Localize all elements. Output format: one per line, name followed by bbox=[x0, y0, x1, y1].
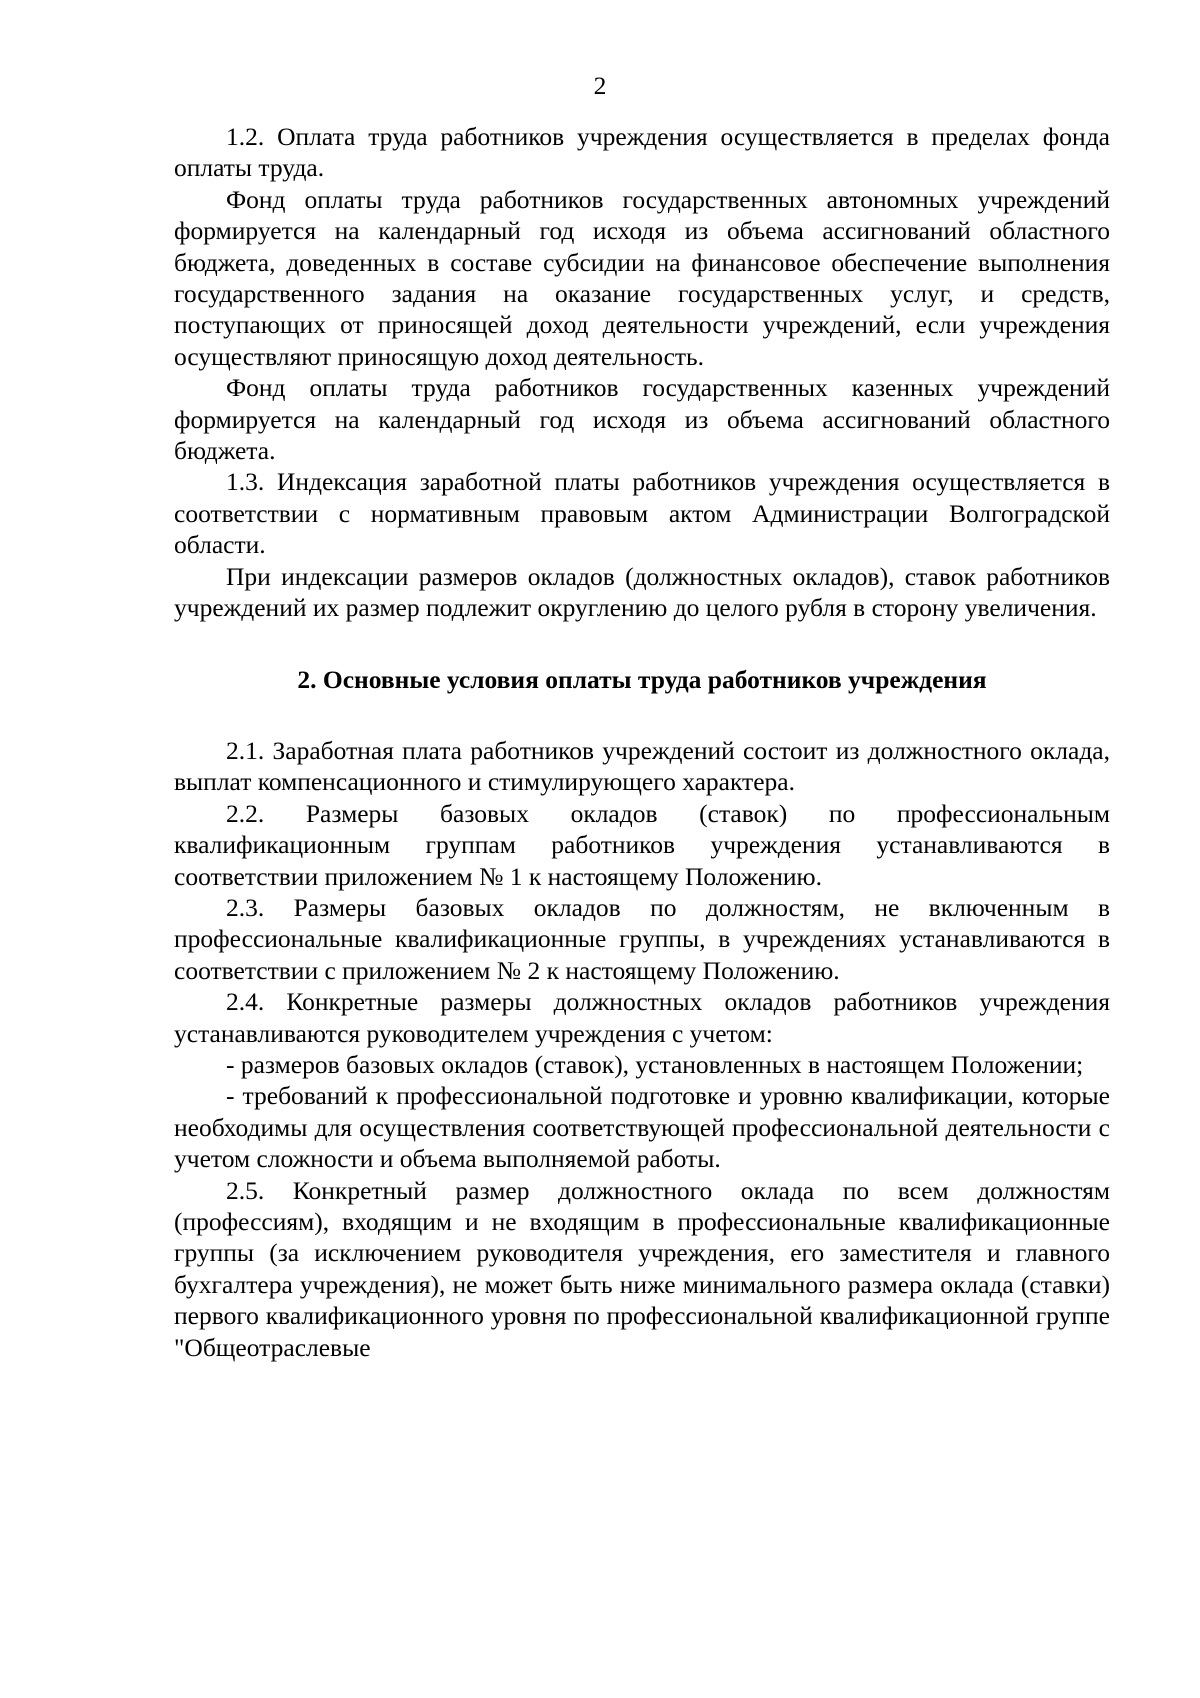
paragraph-2-5: 2.5. Конкретный размер должностного оклада по всем должностям (профессиям), входящим и не входящим в профессиональные квалификационные группы (за исключением руководителя учреждения, его заместителя и главного бухгалтера учреждения), не может быть ниже минимального размера оклада (ставки) первого квалификационного уровня по профессиональной квалификационной группе "Общеотраслевые bbox=[174, 1175, 1110, 1362]
paragraph-2-2: 2.2. Размеры базовых окладов (ставок) по профессиональным квалификационным группам работников учреждения устанавливаются в соответствии приложением № 1 к настоящему Положению. bbox=[174, 798, 1110, 891]
paragraph-2-1: 2.1. Заработная плата работников учреждений состоит из должностного оклада, выплат компенсационного и стимулирующего характера. bbox=[174, 735, 1110, 797]
paragraph-2-3: 2.3. Размеры базовых окладов по должностям, не включенным в профессиональные квалификационные группы, в учреждениях устанавливаются в соответствии с приложением № 2 к настоящему Положению. bbox=[174, 892, 1110, 985]
paragraph-list-item-2: - требований к профессиональной подготовке и уровню квалификации, которые необходимы для осуществления соответствующей профессиональной деятельности с учетом сложности и объема выполняемой работы. bbox=[174, 1081, 1110, 1174]
paragraph-list-item-1: - размеров базовых окладов (ставок), установленных в настоящем Положении; bbox=[226, 1049, 1084, 1079]
paragraph-fund-autonomous: Фонд оплаты труда работников государственных автономных учреждений формируется на календарный год исходя из объема ассигнований областного бюджета, доведенных в составе субсидии на финансовое обеспечение выполнения государственного задания на оказание государственных услуг, и средств, поступающих от приносящей доход деятельности учреждений, если учреждения осуществляют приносящую доход деятельность. bbox=[174, 184, 1110, 371]
page-number: 2 bbox=[593, 71, 607, 100]
paragraph-2-4: 2.4. Конкретные размеры должностных окладов работников учреждения устанавливаются руководителем учреждения с учетом: bbox=[174, 987, 1110, 1048]
paragraph-1-2: 1.2. Оплата труда работников учреждения осуществляется в пределах фонда оплаты труда. bbox=[174, 122, 1110, 183]
paragraph-indexation: При индексации размеров окладов (должностных окладов), ставок работников учреждений их размер подлежит округлению до целого рубля в сторону увеличения. bbox=[174, 561, 1110, 623]
section-heading: 2. Основные условия оплаты труда работников учреждения bbox=[297, 664, 987, 694]
paragraph-1-3: 1.3. Индексация заработной платы работников учреждения осуществляется в соответствии с нормативным правовым актом Администрации Волгоградской области. bbox=[174, 467, 1110, 560]
paragraph-fund-state: Фонд оплаты труда работников государственных казенных учреждений формируется на календарный год исходя из объема ассигнований областного бюджета. bbox=[174, 373, 1110, 466]
